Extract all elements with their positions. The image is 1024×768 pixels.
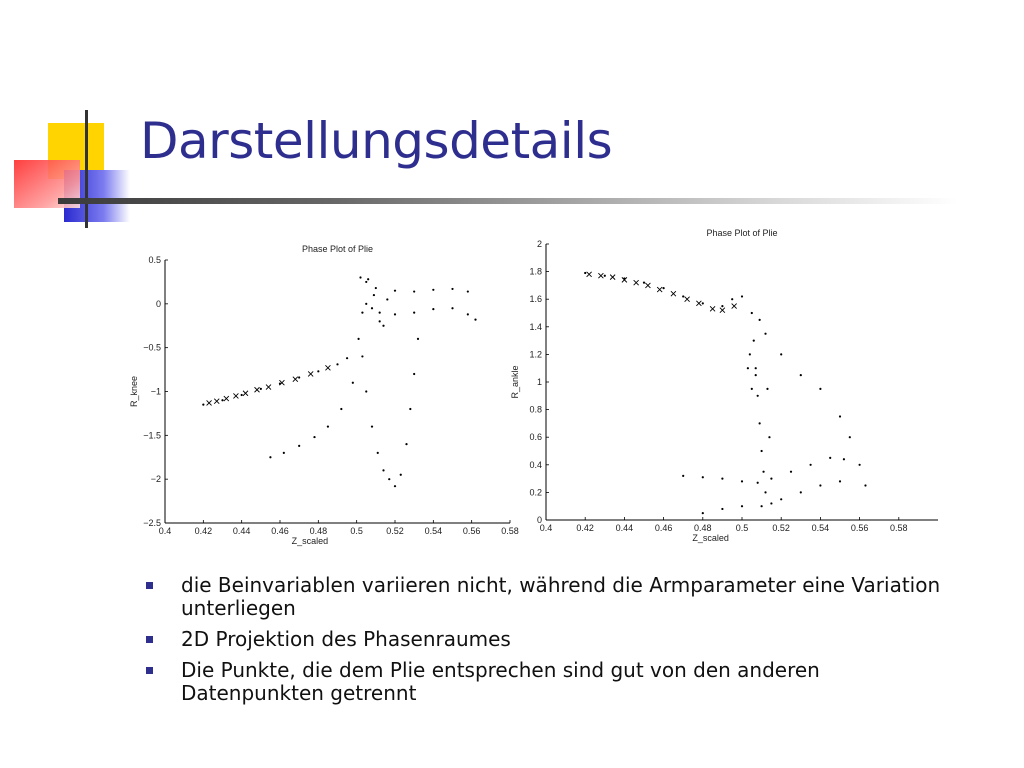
data-point — [375, 287, 377, 289]
data-point — [741, 480, 743, 482]
data-point — [721, 478, 723, 480]
data-point — [759, 319, 761, 321]
data-point — [721, 305, 723, 307]
data-point — [467, 290, 469, 292]
data-point — [327, 425, 329, 427]
data-point-x — [671, 291, 676, 296]
data-point — [221, 399, 223, 401]
data-point — [643, 282, 645, 284]
data-point — [313, 436, 315, 438]
data-point-x — [710, 306, 715, 311]
data-point — [721, 508, 723, 510]
data-point — [371, 425, 373, 427]
bullet-item — [146, 659, 966, 705]
data-point-x — [207, 400, 212, 405]
data-point — [770, 478, 772, 480]
y-tick-label: 1.4 — [529, 321, 542, 332]
y-tick-label: −0.5 — [143, 342, 161, 353]
y-tick-label: 1.8 — [529, 266, 542, 277]
data-point — [741, 505, 743, 507]
data-point — [770, 502, 772, 504]
data-point — [762, 471, 764, 473]
y-tick-label: 0.6 — [529, 432, 542, 443]
data-point-x — [325, 365, 330, 370]
bullet-item — [146, 628, 966, 651]
data-point — [755, 367, 757, 369]
data-point-x — [645, 283, 650, 288]
data-point — [839, 480, 841, 482]
data-point — [451, 307, 453, 309]
data-point — [702, 512, 704, 514]
data-point-x — [634, 280, 639, 285]
data-point — [764, 491, 766, 493]
x-tick-label: 0.5 — [350, 526, 363, 536]
y-axis-label: R_ankle — [510, 365, 520, 399]
bullet-square-icon — [146, 667, 153, 674]
data-point — [819, 484, 821, 486]
data-point — [283, 452, 285, 454]
y-tick-label: 0 — [155, 298, 161, 309]
data-point — [682, 475, 684, 477]
data-point-x — [214, 399, 219, 404]
data-point — [849, 436, 851, 438]
x-tick-label: 0.54 — [811, 523, 830, 533]
y-tick-label: 0.5 — [148, 255, 161, 265]
data-point — [279, 383, 281, 385]
data-point-x — [598, 273, 603, 278]
x-tick-label: 0.46 — [271, 526, 289, 536]
data-point — [340, 408, 342, 410]
data-point — [394, 313, 396, 315]
y-tick-label: 0.2 — [529, 487, 542, 498]
data-point — [759, 422, 761, 424]
bullet-text: Die Punkte, die dem Plie entsprechen sind gut von den anderen Datenpunkten getrennt — [181, 658, 820, 705]
data-point-x — [685, 297, 690, 302]
data-point — [843, 458, 845, 460]
y-axis-label: R_knee — [129, 375, 139, 408]
data-point — [747, 367, 749, 369]
data-point-x — [696, 301, 701, 306]
data-point — [417, 338, 419, 340]
x-tick-label: 0.4 — [158, 526, 172, 536]
chart-title: Phase Plot of Plie — [706, 228, 778, 238]
data-point — [298, 376, 300, 378]
bullet-text: die Beinvariablen variieren nicht, während die Armparameter eine Variation unterliegen — [181, 573, 941, 620]
data-point-x — [587, 272, 592, 277]
data-point — [394, 485, 396, 487]
x-axis-label: Z_scaled — [692, 533, 729, 543]
data-point — [757, 395, 759, 397]
data-point — [829, 457, 831, 459]
data-point — [790, 471, 792, 473]
data-point — [400, 474, 402, 476]
data-point — [413, 312, 415, 314]
data-point-x — [266, 385, 271, 390]
y-tick-label: −1.5 — [143, 430, 161, 441]
x-tick-label: 0.42 — [576, 523, 594, 533]
data-point — [371, 307, 373, 309]
knee-phase-plot — [120, 238, 519, 550]
data-point — [361, 355, 363, 357]
data-point — [373, 294, 375, 296]
data-point — [365, 303, 367, 305]
data-point — [405, 443, 407, 445]
data-point — [623, 277, 625, 279]
data-point — [768, 436, 770, 438]
data-point — [382, 325, 384, 327]
data-point — [377, 452, 379, 454]
x-tick-label: 0.54 — [424, 526, 443, 536]
data-point — [766, 388, 768, 390]
data-point — [269, 456, 271, 458]
data-point — [702, 302, 704, 304]
data-point — [388, 478, 390, 480]
data-point — [365, 390, 367, 392]
data-point — [365, 281, 367, 283]
x-tick-label: 0.56 — [462, 526, 481, 536]
bullet-square-icon — [146, 636, 153, 643]
data-point — [394, 290, 396, 292]
data-point — [751, 312, 753, 314]
data-point — [800, 374, 802, 376]
data-point — [202, 404, 204, 406]
data-point — [819, 388, 821, 390]
data-point — [780, 353, 782, 355]
data-point — [741, 295, 743, 297]
data-point — [357, 338, 359, 340]
data-point — [241, 394, 243, 396]
data-point — [800, 491, 802, 493]
data-point — [298, 445, 300, 447]
data-point-x — [732, 304, 737, 309]
x-tick-label: 0.48 — [309, 526, 328, 536]
data-point — [474, 319, 476, 321]
data-point — [432, 308, 434, 310]
data-point-x — [233, 393, 238, 398]
data-point — [432, 289, 434, 291]
data-point — [780, 498, 782, 500]
data-point — [386, 298, 388, 300]
ankle-phase-plot — [508, 222, 948, 550]
data-point — [749, 353, 751, 355]
y-tick-label: 1 — [536, 377, 542, 387]
y-tick-label: 0 — [536, 515, 542, 525]
bullet-square-icon — [146, 582, 153, 589]
x-tick-label: 0.5 — [735, 523, 749, 533]
data-point — [859, 464, 861, 466]
data-point — [359, 276, 361, 278]
data-point — [382, 469, 384, 471]
y-tick-label: 0.4 — [529, 459, 542, 470]
x-tick-label: 0.52 — [386, 526, 404, 536]
data-point — [413, 373, 415, 375]
data-point — [761, 505, 763, 507]
data-point-x — [720, 308, 725, 313]
data-point — [839, 415, 841, 417]
data-point — [367, 278, 369, 280]
x-tick-label: 0.46 — [654, 523, 673, 533]
data-point — [346, 357, 348, 359]
bullet-item — [146, 574, 966, 620]
data-point-x — [243, 391, 248, 396]
chart-title: Phase Plot of Plie — [301, 244, 374, 254]
y-tick-label: 2 — [536, 239, 542, 249]
data-point — [379, 312, 381, 314]
x-tick-label: 0.52 — [772, 523, 790, 533]
data-point — [761, 450, 763, 452]
slide-title: Darstellungsdetails — [140, 112, 613, 170]
title-divider — [58, 198, 958, 204]
x-tick-label: 0.44 — [615, 523, 634, 533]
y-tick-label: −1 — [150, 386, 161, 397]
data-point-x — [224, 396, 229, 401]
data-point — [810, 464, 812, 466]
x-tick-label: 0.48 — [694, 523, 712, 533]
data-point-x — [610, 275, 615, 280]
y-tick-label: 1.2 — [529, 349, 542, 360]
x-tick-label: 0.44 — [232, 526, 251, 536]
y-tick-label: 0.8 — [529, 404, 542, 415]
y-tick-label: −2 — [150, 474, 161, 485]
bullet-text: 2D Projektion des Phasenraumes — [181, 627, 511, 651]
data-point — [755, 374, 757, 376]
deco-vertical-line — [85, 110, 88, 228]
y-tick-label: −2.5 — [143, 518, 161, 528]
data-point — [864, 484, 866, 486]
data-point — [753, 340, 755, 342]
data-point — [604, 275, 606, 277]
data-point — [409, 408, 411, 410]
x-tick-label: 0.56 — [850, 523, 869, 533]
data-point-x — [657, 287, 662, 292]
data-point — [352, 382, 354, 384]
x-tick-label: 0.4 — [539, 523, 553, 533]
data-point — [260, 388, 262, 390]
data-point — [757, 482, 759, 484]
y-tick-label: 1.6 — [529, 294, 542, 305]
x-tick-label: 0.42 — [194, 526, 213, 536]
x-tick-label: 0.58 — [890, 523, 908, 533]
data-point — [731, 298, 733, 300]
data-point — [764, 333, 766, 335]
data-point — [702, 476, 704, 478]
data-point — [379, 320, 381, 322]
data-point — [336, 363, 338, 365]
data-point — [751, 388, 753, 390]
data-point — [451, 288, 453, 290]
data-point-x — [308, 371, 313, 376]
data-point — [361, 312, 363, 314]
data-point — [663, 287, 665, 289]
x-tick-label: 0.58 — [501, 526, 519, 536]
data-point — [467, 313, 469, 315]
data-point — [584, 272, 586, 274]
data-point — [413, 290, 415, 292]
data-point — [682, 295, 684, 297]
bullet-list — [146, 574, 966, 713]
data-point-x — [293, 377, 298, 382]
data-point-x — [255, 387, 260, 392]
x-axis-label: Z_scaled — [291, 536, 329, 546]
data-point — [317, 370, 319, 372]
